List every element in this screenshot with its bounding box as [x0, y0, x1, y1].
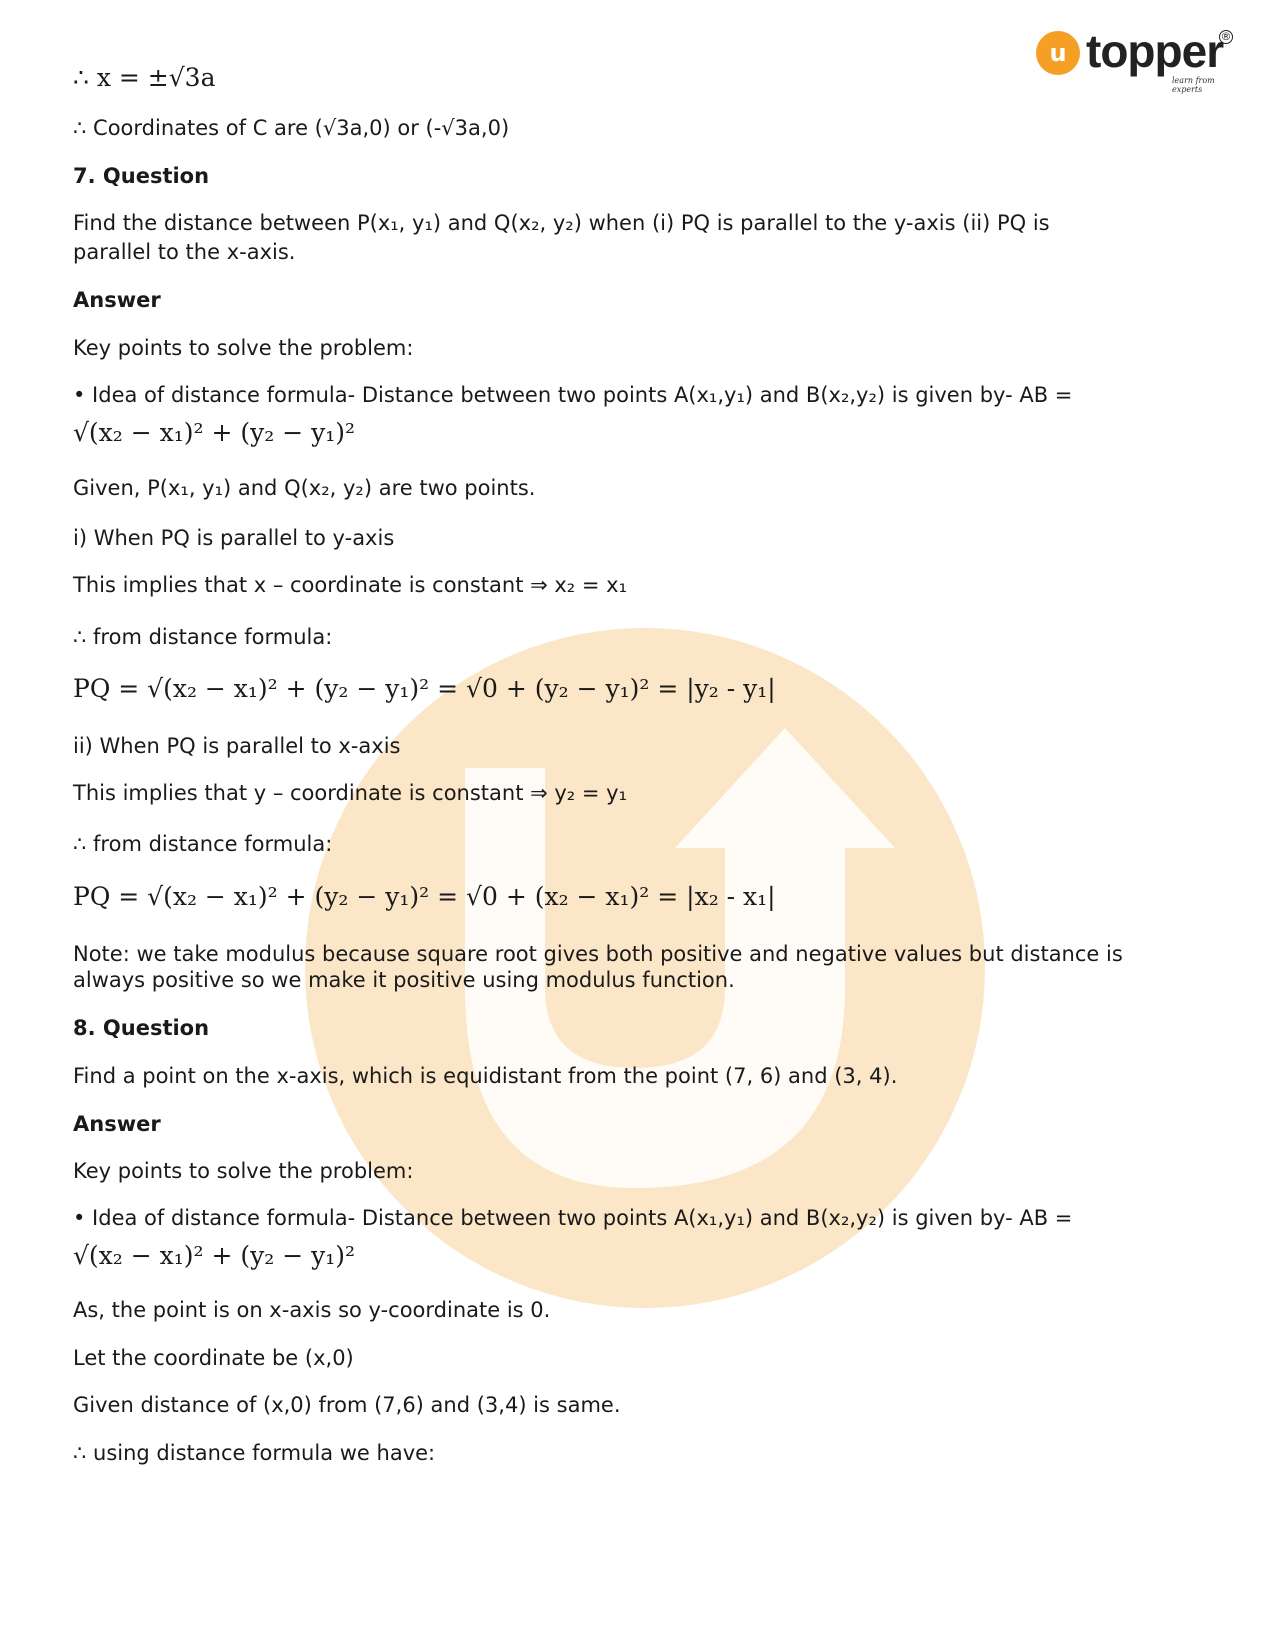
pq-horizontal-result: PQ = √(x₂ − x₁)² + (y₂ − y₁)² = √0 + (x₂ − x₁)² = |x₂ - x₁| [73, 882, 776, 911]
note-line1: Note: we take modulus because square root gives both positive and negative values but distance is [73, 942, 1123, 966]
question-8-heading: 8. Question [73, 1016, 210, 1040]
topper-logo-name: topper [1086, 25, 1224, 77]
distance-formula-idea: • Idea of distance formula- Distance between two points A(x₁,y₁) and B(x₂,y₂) is given by- AB = [73, 383, 1073, 407]
note-line2: always positive so we make it positive using modulus function. [73, 968, 735, 992]
y-coordinate-zero: As, the point is on x-axis so y-coordinate is 0. [73, 1298, 551, 1322]
answer-heading: Answer [73, 288, 161, 312]
from-distance-formula: ∴ from distance formula: [73, 832, 333, 856]
answer-heading: Answer [73, 1112, 161, 1136]
given-equidistant: Given distance of (x,0) from (7,6) and (3,4) is same. [73, 1393, 621, 1417]
key-points-heading: Key points to solve the problem: [73, 336, 414, 360]
distance-formula: √(x₂ − x₁)² + (y₂ − y₁)² [73, 418, 356, 447]
case-i-heading: i) When PQ is parallel to y-axis [73, 526, 395, 550]
case-ii-heading: ii) When PQ is parallel to x-axis [73, 734, 401, 758]
key-points-heading: Key points to solve the problem: [73, 1159, 414, 1183]
logo-tagline: learn from experts [1172, 76, 1215, 94]
let-coordinate: Let the coordinate be (x,0) [73, 1346, 354, 1370]
pq-vertical-result: PQ = √(x₂ − x₁)² + (y₂ − y₁)² = √0 + (y₂ − y₁)² = |y₂ - y₁| [73, 674, 776, 703]
x-coordinate-constant: This implies that x – coordinate is constant ⇒ x₂ = x₁ [73, 573, 628, 597]
question-8-text: Find a point on the x-axis, which is equidistant from the point (7, 6) and (3, 4). [73, 1064, 898, 1088]
distance-formula: √(x₂ − x₁)² + (y₂ − y₁)² [73, 1241, 356, 1270]
topper-logo-icon: u [1036, 31, 1080, 75]
using-distance-formula: ∴ using distance formula we have: [73, 1441, 436, 1465]
x-result: ∴ x = ±√3a [73, 63, 216, 92]
given-points: Given, P(x₁, y₁) and Q(x₂, y₂) are two points. [73, 476, 536, 500]
from-distance-formula: ∴ from distance formula: [73, 625, 333, 649]
question-7-text-line1: Find the distance between P(x₁, y₁) and Q(x₂, y₂) when (i) PQ is parallel to the y-axis (ii) PQ is [73, 211, 1050, 235]
y-coordinate-constant: This implies that y – coordinate is constant ⇒ y₂ = y₁ [73, 781, 628, 805]
question-7-text-line2: parallel to the x-axis. [73, 240, 296, 264]
question-7-heading: 7. Question [73, 164, 210, 188]
registered-mark: ® [1220, 30, 1232, 43]
topper-logo [1036, 25, 1236, 94]
coordinates-of-c: ∴ Coordinates of C are (√3a,0) or (-√3a,0) [73, 116, 510, 140]
distance-formula-idea: • Idea of distance formula- Distance between two points A(x₁,y₁) and B(x₂,y₂) is given by- AB = [73, 1206, 1073, 1230]
